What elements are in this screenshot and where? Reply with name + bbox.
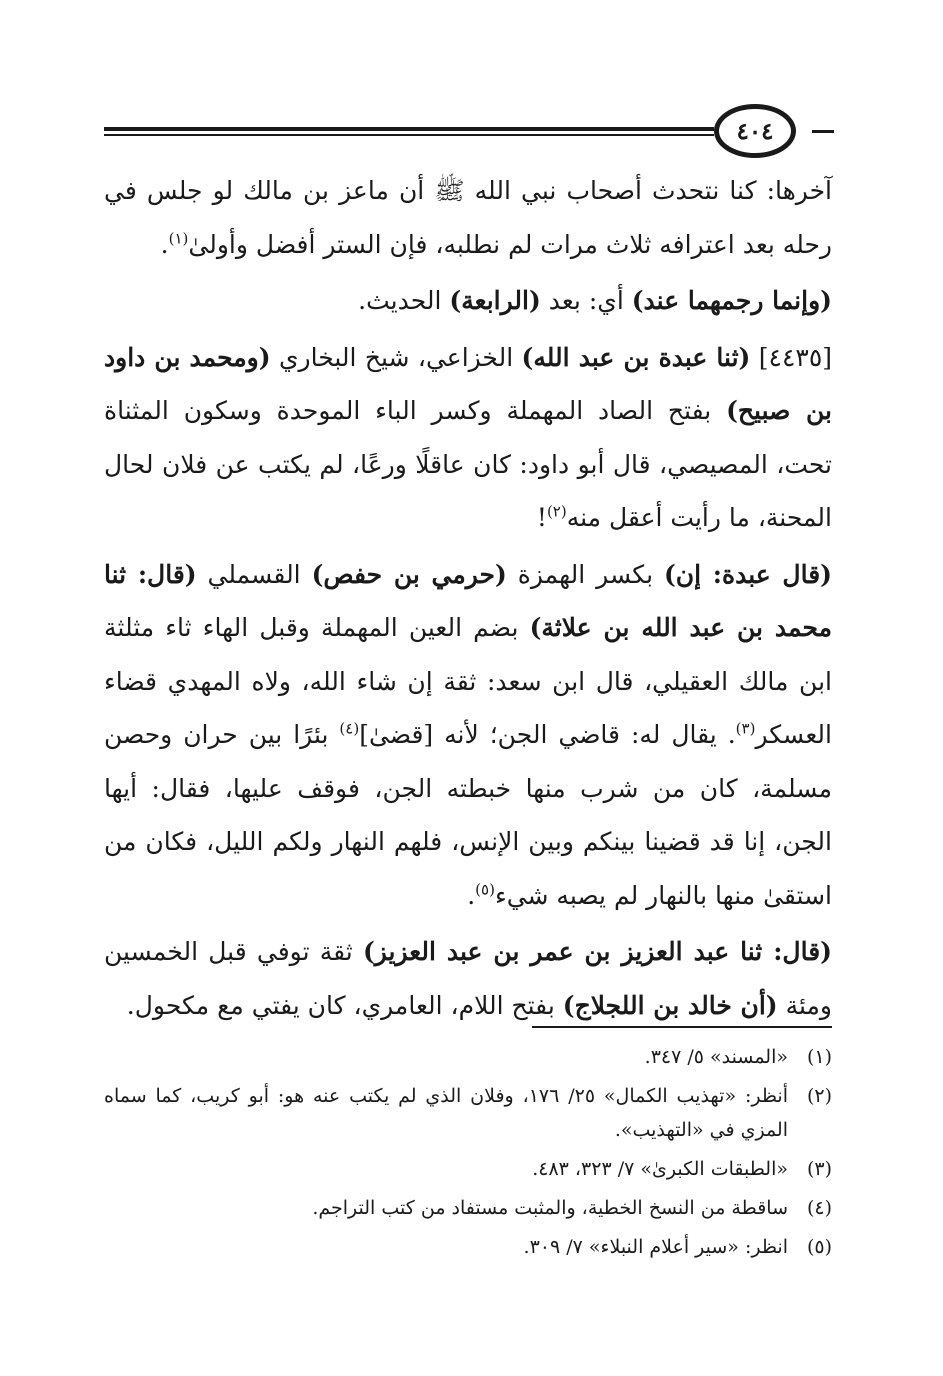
- paragraph: [104, 925, 832, 1032]
- footnote-text: «المسند» ٥/ ٣٤٧.: [644, 1046, 788, 1068]
- footnote-separator: [532, 1026, 832, 1028]
- main-text: [104, 164, 832, 1035]
- footnote-number: (١): [806, 1046, 832, 1068]
- bold-quote: (قال: ثنا عبد العزيز بن عمر بن عبد العزيز): [362, 937, 832, 966]
- footnote-ref: (١): [168, 229, 189, 248]
- text-run: أي: بعد: [540, 286, 632, 315]
- bold-quote: (قال: ثنا محمد بن عبد الله بن علاثة): [104, 559, 832, 642]
- paragraph: [104, 331, 832, 545]
- text-run: !: [536, 503, 547, 532]
- text-run: القسملي: [196, 559, 312, 589]
- footnote-number: (٣): [806, 1158, 832, 1180]
- paragraph: [104, 274, 832, 328]
- bold-quote: (أن خالد بن اللجلاج): [562, 990, 778, 1020]
- text-run: . يقال له: قاضي الجن؛ لأنه [قضىٰ]: [359, 720, 736, 749]
- text-run: بفتح اللام، العامري، كان يفتي مع مكحول.: [126, 990, 563, 1020]
- footnote: [104, 1191, 832, 1225]
- text-run: بفتح الصاد المهملة وكسر الباء الموحدة وسكون المثناة تحت، المصيصي، قال أبو داود: كان عاقلًا ورعًا، لم يكتب عن فلان لحال المحنة، ما رأيت أعقل منه: [104, 396, 832, 532]
- text-run: ثقة توفي قبل الخمسين ومئة: [104, 937, 832, 1020]
- footnote-number: (٥): [806, 1236, 832, 1258]
- bold-quote: (وإنما رجمهما عند): [631, 286, 832, 315]
- footnote-text: ساقطة من النسخ الخطية، والمثبت مستفاد من كتب التراجم.: [312, 1197, 788, 1219]
- page-header: [104, 100, 834, 164]
- text-run: .: [467, 880, 476, 910]
- bold-quote: (ومحمد بن داود بن صبيح): [104, 342, 832, 425]
- bold-quote: (حرمي بن حفص): [311, 559, 507, 589]
- footnote-ref: (٤): [339, 719, 360, 738]
- footnote: [104, 1152, 832, 1186]
- footnote-text: «الطبقات الكبرىٰ» ٧/ ٣٢٣، ٤٨٣.: [532, 1158, 788, 1180]
- paragraph: [104, 164, 832, 271]
- header-rule-tail: [812, 130, 834, 133]
- text-run: بئرًا بين حران وحصن مسلمة، كان من شرب منها خبطته الجن، فوقف عليها، فقال: أيها الجن، إنا قد قضينا بينكم وبين الإنس، فلهم النهار ولكم الليل، فكان من استقىٰ منها بالنهار لم يصبه شيء: [104, 720, 832, 910]
- footnote: [104, 1040, 832, 1074]
- text-run: بكسر الهمزة: [506, 559, 664, 589]
- footnotes: [104, 1040, 832, 1269]
- footnote-ref: (٢): [546, 502, 567, 521]
- text-run: الحديث.: [358, 286, 450, 315]
- bold-quote: (قال عبدة: إن): [663, 559, 832, 589]
- paragraph: [104, 548, 832, 923]
- bold-quote: (ثنا عبدة بن عبد الله): [521, 342, 751, 372]
- footnote: [104, 1230, 832, 1264]
- footnote-text: أنظر: «تهذيب الكمال» ٢٥/ ١٧٦، وفلان الذي لم يكتب عنه هو: أبو كريب، كما سماه المزي في «التهذيب».: [104, 1085, 788, 1141]
- footnote-ref: (٣): [735, 719, 756, 738]
- footnote-number: (٤): [806, 1197, 832, 1219]
- text-run: بضم العين المهملة وقبل الهاء ثاء مثلثة ابن مالك العقيلي، قال ابن سعد: ثقة إن شاء الله، ولاه المهدي قضاء العسكر: [104, 613, 832, 749]
- text-run: .: [160, 229, 169, 259]
- page-number-badge: [714, 104, 796, 158]
- footnote-number: (٢): [806, 1085, 832, 1107]
- footnote-ref: (٥): [475, 880, 495, 899]
- text-run: [٤٤٣٥]: [750, 342, 833, 372]
- text-run: آخرها: كنا نتحدث أصحاب نبي الله ﷺ أن ماعز بن مالك لو جلس في رحله بعد اعترافه ثلاث مرات لم نطلبه، فإن الستر أفضل وأولىٰ: [104, 176, 832, 259]
- footnote-text: انظر: «سير أعلام النبلاء» ٧/ ٣٠٩.: [523, 1236, 788, 1258]
- page-number: ٤٠٤: [736, 117, 774, 145]
- footnote: [104, 1079, 832, 1147]
- text-run: الخزاعي، شيخ البخاري: [270, 342, 522, 372]
- bold-quote: (الرابعة): [449, 286, 541, 315]
- header-rule: [104, 127, 714, 136]
